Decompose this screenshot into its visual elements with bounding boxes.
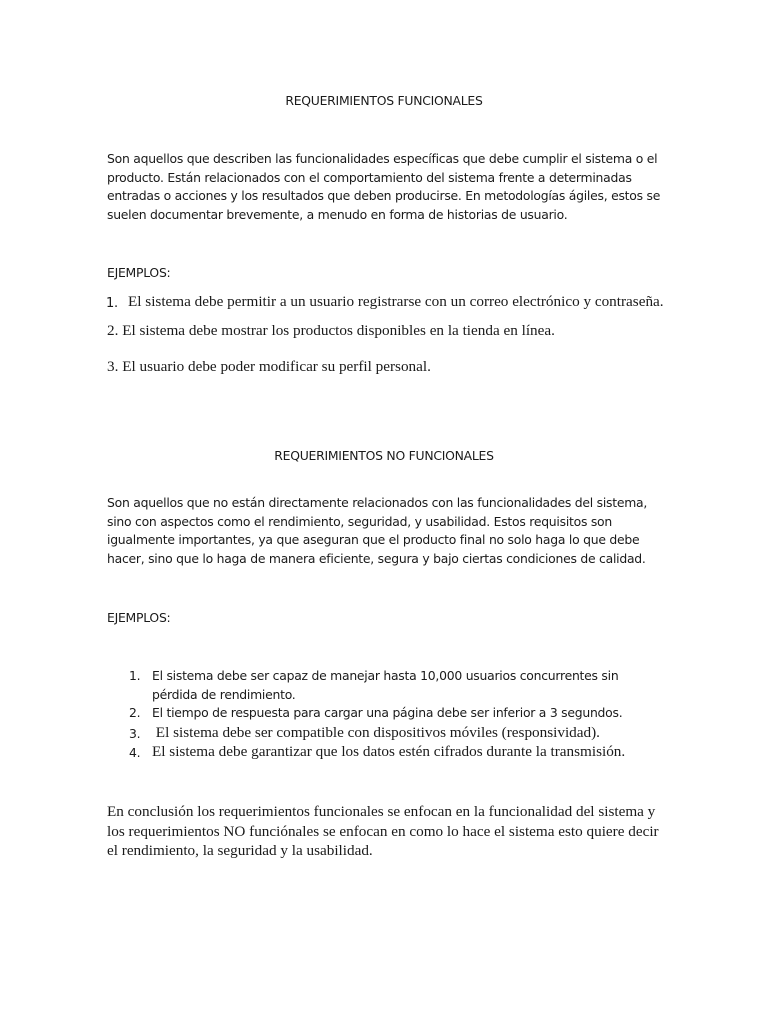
list-item-number: 2. [129,705,141,720]
list-item [105,742,665,762]
examples-label-functional: EJEMPLOS: [107,265,171,280]
paragraph-functional-definition: Son aquellos que describen las funcionalidades específicas que debe cumplir el sistema o el producto. Están relacionados con el comportamiento del sistema frente a determinadas entradas o acciones y los resultados que deben producirse. En metodologías ágiles, estos se suelen documentar brevemente, a menudo en forma de historias de usuario. [107,151,661,222]
list-item-number: 1. [106,296,118,311]
heading-non-functional-requirements: REQUERIMIENTOS NO FUNCIONALES [274,448,494,463]
list-item: 3. El usuario debe poder modificar su perfil personal. [107,358,431,375]
list-item-text: El sistema debe ser compatible con dispositivos móviles (responsividad). [152,723,600,741]
list-item: El sistema debe permitir a un usuario registrarse con un correo electrónico y contraseña. [128,293,664,310]
list-item: 2. El sistema debe mostrar los productos disponibles en la tienda en línea. [107,322,555,339]
non-functional-examples-list [105,667,665,762]
list-item-number: 3. [129,725,141,741]
list-item-number: 4. [129,745,141,760]
list-item-text: El sistema debe ser capaz de manejar hasta 10,000 usuarios concurrentes sin pérdida de rendimiento. [152,668,619,702]
list-item [105,723,665,743]
list-item [105,704,665,723]
examples-label-non-functional: EJEMPLOS: [107,610,171,625]
paragraph-non-functional-definition: Son aquellos que no están directamente relacionados con las funcionalidades del sistema, sino con aspectos como el rendimiento, seguridad, y usabilidad. Estos requisitos son igualmente importantes, ya que aseguran que el producto final no solo haga lo que debe hacer, sino que lo haga de manera eficiente, segura y bajo ciertas condiciones de calidad. [107,495,648,566]
conclusion-paragraph: En conclusión los requerimientos funcionales se enfocan en la funcionalidad del sistema y los requerimientos NO funciónales se enfocan en como lo hace el sistema esto quiere decir el rendimiento, la seguridad y la usabilidad. [107,803,659,859]
list-item-text: El tiempo de respuesta para cargar una página debe ser inferior a 3 segundos. [152,705,623,720]
heading-functional-requirements: REQUERIMIENTOS FUNCIONALES [285,93,483,108]
list-item-text: El sistema debe garantizar que los datos estén cifrados durante la transmisión. [152,743,626,760]
list-item-number: 1. [129,668,141,683]
list-item [105,667,665,704]
